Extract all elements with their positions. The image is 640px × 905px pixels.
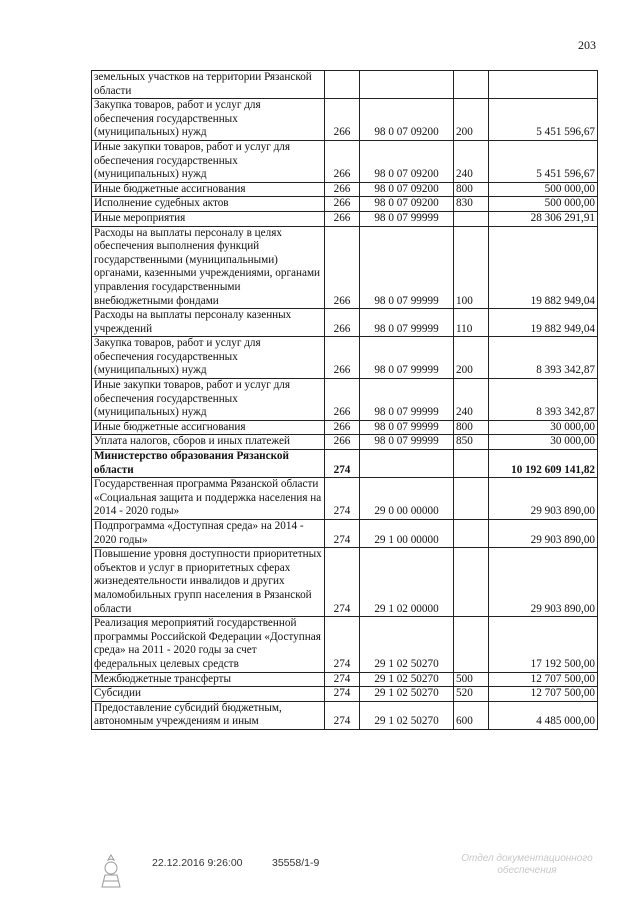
row-vr-code: 200 (454, 99, 489, 141)
row-vr-code: 100 (454, 226, 489, 309)
row-name: Государственная программа Рязанской области «Социальная защита и поддержка населения на 2014 - 2020 годы» (92, 478, 325, 520)
table-row (92, 211, 598, 226)
row-csr-code: 98 0 07 99999 (360, 309, 454, 337)
row-ved-code: 274 (325, 478, 360, 520)
row-ved-code (325, 71, 360, 99)
footer-date: 22.12.2016 9:26:00 (152, 857, 243, 869)
row-name: Подпрограмма «Доступная среда» на 2014 - 2020 годы» (92, 520, 325, 548)
row-sum: 8 393 342,87 (489, 379, 598, 421)
stamp-line: обеспечения (497, 865, 557, 876)
row-csr-code: 98 0 07 09200 (360, 140, 454, 182)
row-csr-code: 98 0 07 09200 (360, 197, 454, 212)
document-stamp (452, 853, 602, 877)
row-sum: 10 192 609 141,82 (489, 450, 598, 478)
row-ved-code: 266 (325, 182, 360, 197)
row-ved-code: 274 (325, 520, 360, 548)
table-row (92, 379, 598, 421)
row-sum: 8 393 342,87 (489, 337, 598, 379)
row-sum: 5 451 596,67 (489, 99, 598, 141)
row-sum: 500 000,00 (489, 182, 598, 197)
budget-table-body (92, 71, 598, 730)
row-ved-code: 266 (325, 226, 360, 309)
row-csr-code: 29 1 02 50270 (360, 701, 454, 729)
table-row (92, 617, 598, 672)
row-vr-code (454, 478, 489, 520)
row-ved-code: 266 (325, 197, 360, 212)
row-sum: 29 903 890,00 (489, 548, 598, 617)
row-sum: 19 882 949,04 (489, 226, 598, 309)
table-row (92, 701, 598, 729)
row-ved-code: 266 (325, 420, 360, 435)
row-name: Иные закупки товаров, работ и услуг для обеспечения государственных (муниципальных) нужд (92, 140, 325, 182)
row-ved-code: 274 (325, 701, 360, 729)
row-vr-code: 830 (454, 197, 489, 212)
table-row (92, 435, 598, 450)
table-row (92, 140, 598, 182)
row-vr-code: 800 (454, 420, 489, 435)
row-csr-code: 29 1 02 00000 (360, 548, 454, 617)
row-name: Иные мероприятия (92, 211, 325, 226)
row-name: Иные бюджетные ассигнования (92, 420, 325, 435)
row-vr-code (454, 450, 489, 478)
table-row (92, 309, 598, 337)
row-vr-code (454, 211, 489, 226)
row-sum: 500 000,00 (489, 197, 598, 212)
row-sum: 12 707 500,00 (489, 672, 598, 687)
table-row (92, 226, 598, 309)
row-sum: 29 903 890,00 (489, 520, 598, 548)
table-row (92, 450, 598, 478)
row-ved-code: 266 (325, 99, 360, 141)
row-ved-code: 274 (325, 617, 360, 672)
row-name: Межбюджетные трансферты (92, 672, 325, 687)
row-csr-code (360, 450, 454, 478)
row-vr-code: 500 (454, 672, 489, 687)
footer-document-code: 35558/1-9 (272, 857, 320, 869)
seal-icon (98, 853, 124, 889)
table-row (92, 197, 598, 212)
table-row (92, 71, 598, 99)
row-sum: 30 000,00 (489, 420, 598, 435)
table-row (92, 99, 598, 141)
row-name: Закупка товаров, работ и услуг для обеспечения государственных (муниципальных) нужд (92, 337, 325, 379)
row-sum: 29 903 890,00 (489, 478, 598, 520)
row-vr-code: 600 (454, 701, 489, 729)
row-ved-code: 274 (325, 548, 360, 617)
row-sum: 5 451 596,67 (489, 140, 598, 182)
table-row (92, 520, 598, 548)
table-row (92, 182, 598, 197)
row-name: Субсидии (92, 687, 325, 702)
row-vr-code: 110 (454, 309, 489, 337)
row-ved-code: 266 (325, 337, 360, 379)
row-csr-code: 98 0 07 09200 (360, 99, 454, 141)
row-vr-code: 520 (454, 687, 489, 702)
row-sum: 19 882 949,04 (489, 309, 598, 337)
table-row (92, 478, 598, 520)
table-row (92, 672, 598, 687)
row-vr-code (454, 617, 489, 672)
row-name: Расходы на выплаты персоналу в целях обеспечения выполнения функций государственными (муниципальными) органами, казенными учреждениями, органами управления государственными внебюджетными фондами (92, 226, 325, 309)
row-sum: 17 192 500,00 (489, 617, 598, 672)
row-ved-code: 266 (325, 379, 360, 421)
table-row (92, 548, 598, 617)
row-ved-code: 266 (325, 140, 360, 182)
budget-table (91, 70, 598, 730)
row-sum (489, 71, 598, 99)
row-csr-code: 29 1 02 50270 (360, 672, 454, 687)
row-vr-code (454, 548, 489, 617)
row-sum: 30 000,00 (489, 435, 598, 450)
row-csr-code: 98 0 07 99999 (360, 211, 454, 226)
row-vr-code: 240 (454, 379, 489, 421)
row-csr-code (360, 71, 454, 99)
row-csr-code: 98 0 07 99999 (360, 226, 454, 309)
row-name: Исполнение судебных актов (92, 197, 325, 212)
row-name: Уплата налогов, сборов и иных платежей (92, 435, 325, 450)
row-csr-code: 98 0 07 09200 (360, 182, 454, 197)
row-csr-code: 29 1 00 00000 (360, 520, 454, 548)
row-vr-code: 850 (454, 435, 489, 450)
stamp-line: Отдел документационного (461, 853, 593, 864)
table-row (92, 420, 598, 435)
row-name: Расходы на выплаты персоналу казенных учреждений (92, 309, 325, 337)
row-ved-code: 274 (325, 450, 360, 478)
row-vr-code: 800 (454, 182, 489, 197)
row-sum: 12 707 500,00 (489, 687, 598, 702)
row-ved-code: 274 (325, 672, 360, 687)
table-row (92, 687, 598, 702)
row-csr-code: 29 0 00 00000 (360, 478, 454, 520)
row-csr-code: 98 0 07 99999 (360, 420, 454, 435)
row-sum: 4 485 000,00 (489, 701, 598, 729)
row-csr-code: 29 1 02 50270 (360, 617, 454, 672)
row-name: земельных участков на территории Рязанской области (92, 71, 325, 99)
row-name: Иные бюджетные ассигнования (92, 182, 325, 197)
row-name: Повышение уровня доступности приоритетных объектов и услуг в приоритетных сферах жизнедеятельности инвалидов и других маломобильных групп населения в Рязанской области (92, 548, 325, 617)
row-name: Закупка товаров, работ и услуг для обеспечения государственных (муниципальных) нужд (92, 99, 325, 141)
row-csr-code: 29 1 02 50270 (360, 687, 454, 702)
row-name: Реализация мероприятий государственной программы Российской Федерации «Доступная среда» на 2011 - 2020 годы за счет федеральных целевых средств (92, 617, 325, 672)
row-vr-code: 200 (454, 337, 489, 379)
row-vr-code (454, 520, 489, 548)
row-csr-code: 98 0 07 99999 (360, 379, 454, 421)
row-csr-code: 98 0 07 99999 (360, 337, 454, 379)
row-name: Предоставление субсидий бюджетным, автономным учреждениям и иным (92, 701, 325, 729)
row-name: Иные закупки товаров, работ и услуг для обеспечения государственных (муниципальных) нужд (92, 379, 325, 421)
row-name: Министерство образования Рязанской области (92, 450, 325, 478)
page-number: 203 (578, 38, 596, 52)
row-vr-code: 240 (454, 140, 489, 182)
row-ved-code: 274 (325, 687, 360, 702)
row-csr-code: 98 0 07 99999 (360, 435, 454, 450)
row-sum: 28 306 291,91 (489, 211, 598, 226)
row-vr-code (454, 71, 489, 99)
row-ved-code: 266 (325, 211, 360, 226)
row-ved-code: 266 (325, 309, 360, 337)
table-row (92, 337, 598, 379)
row-ved-code: 266 (325, 435, 360, 450)
